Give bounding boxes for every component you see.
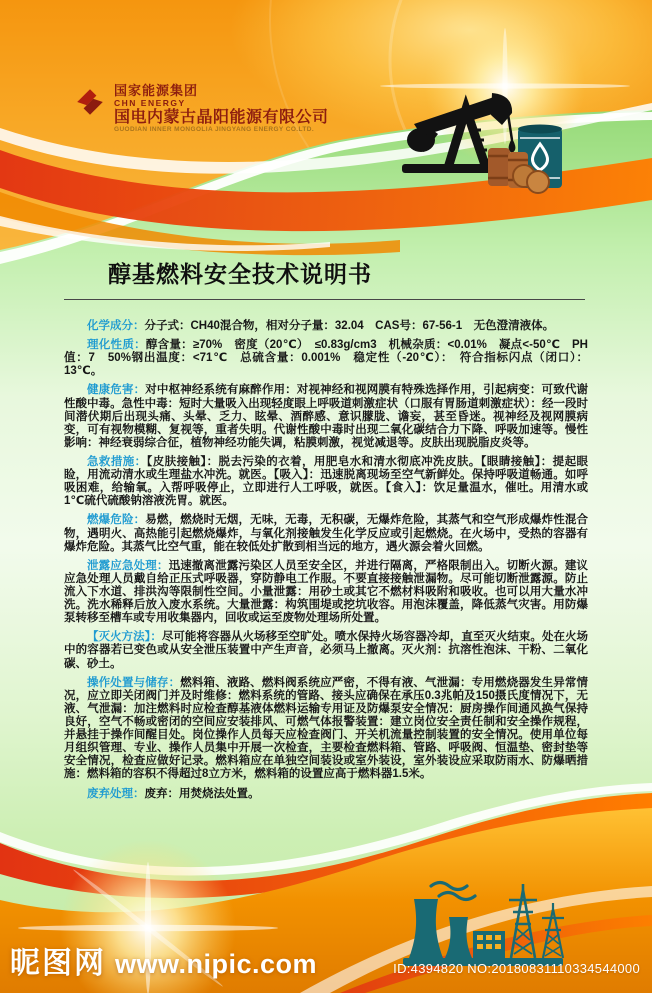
logo-company-name-cn: 国电内蒙古晶阳能源有限公司 (114, 108, 329, 126)
section-label: 健康危害： (87, 384, 146, 397)
section-label: 废弃处理： (87, 787, 145, 800)
section-text: 分子式：CH40混合物，相对分子量：32.04 CAS号：67-56-1 无色澄清液体。 (144, 320, 555, 332)
sections-list (64, 320, 588, 807)
stock-id-text: ID:4394820 NO:20180831110334544000 (393, 961, 640, 976)
safety-section (64, 320, 588, 333)
section-text: 迅速撤离泄露污染区人员至安全区，并进行隔离，严格限制出入。切断火源。建议应急处理人员戴自给正压式呼吸器，穿防静电工作服。不要直接接触泄漏物。尽可能切断泄露源。防止流入下水道、排洪沟等限制性空间。小量泄露：用砂土或其它不燃材料吸附和吸收。也可以用大量水冲洗。洗水稀释后放入废水系统。大量泄露：构筑围堤或挖坑收容。用泡沫覆盖，降低蒸气灾害。用防爆泵转移至槽车或专用收集器内，回收或运至废物处理场所处置。 (64, 559, 589, 625)
chn-energy-diamond-icon (74, 86, 106, 118)
watermark-site-url: www.nipic.com (115, 949, 318, 979)
safety-section (64, 788, 588, 801)
safety-section (64, 456, 588, 508)
page-title: 醇基燃料安全技术说明书 (108, 261, 372, 287)
logo-company-name-en: GUODIAN INNER MONGOLIA JINGYANG ENERGY CO.LTD. (114, 126, 315, 134)
site-watermark (10, 938, 317, 982)
logo-group-name-cn: 国家能源集团 (114, 83, 199, 98)
section-text: 醇含量：≥70% 密度（20℃） ≤0.83g/cm3 机械杂质：<0.01% 凝点<-50℃ PH值：7 50%钢出温度：<71℃ 总硫含量：0.001% 稳定性（-20℃）： 符合指标闪点（闭口）：13℃。 (64, 339, 588, 378)
safety-section (64, 339, 588, 378)
section-label: 急救措施： (87, 455, 147, 468)
safety-section (64, 384, 588, 450)
section-text: 【皮肤接触】：脱去污染的衣着，用肥皂水和清水彻底冲洗皮肤。【眼睛接触】：提起眼睑，用流动清水或生理盐水冲洗。就医。【吸入】：迅速脱离现场至空气新鲜处。保持呼吸道畅通。如呼吸困难，给输氧。入帮呼吸停止，立即进行人工呼吸，就医。【食入】：饮足量温水，催吐。用清水或1℃硫代硫酸钠溶液洗胃。就医。 (64, 455, 588, 508)
section-text: 易燃，燃烧时无烟，无味，无毒，无积碳，无爆炸危险，其蒸气和空气形成爆炸性混合物，遇明火、高热能引起燃烧爆炸，与氧化剂接触发生化学反应或引起燃烧。在火场中，受热的容器有爆炸危险。其蒸气比空气重，能在较低处扩散到相当远的地方，遇火源会着火回燃。 (64, 514, 589, 553)
section-label: 化学成分： (87, 320, 145, 332)
section-label: 【灭火方法】： (87, 631, 162, 644)
section-label: 泄露应急处理： (87, 559, 169, 572)
section-text: 对中枢神经系统有麻醉作用：对视神经和视网膜有特殊选择作用，引起病变：可致代谢性酸中毒。急性中毒：短时大量吸入出现轻度眼上呼吸道刺激症状（口服有胃肠道刺激症状）：经一段时间潜伏期后出现头痛、头晕、乏力、眩晕、酒醉感、意识朦胧、谵妄，甚至昏迷。视神经及视网膜病变，可有视物模糊、复视等，重者失明。代谢性酸中毒时出现二氧化碳结合力下降、呼吸加速等。慢性影响：神经衰弱综合征，植物神经功能失调，粘膜刺激，视觉减退等。皮肤出现脱脂皮炎等。 (64, 384, 589, 449)
safety-section (64, 560, 588, 626)
section-text: 燃料箱、液路、燃料阀系统应严密，不得有液、气泄漏：专用燃烧器发生异常情况，应立即关闭阀门并及时维修：燃料系统的管路、接头应确保在承压0.3兆帕及150摄氏度情况下，无液、气泄漏：加注燃料时应检查醇基液体燃料运输专用证及防爆泵安全情况：厨房操作间通风换气保持良好，空气不畅或密闭的空间应安装排风、可燃气体报警装置：建立岗位安全责任制和安全操作规程，并悬挂于操作间醒目处。岗位操作人员每天应检查阀门、开关机流量控制装置的安全情况。使用单位每月组织管理、专业、操作人员集中开展一次检查，主要检查燃料箱、管路、呼吸阀、恒温垫、密封垫等安全情况，检查应做好记录。燃料箱应在单独空间装设或室外装设，室外装设应采取防雨水、防爆晒措施：燃料箱的容积不得超过8立方米，燃料箱的设置应高于燃料器1.5米。 (64, 676, 589, 781)
company-logo (74, 84, 329, 134)
logo-group-name-en: CHN ENERGY (114, 97, 186, 108)
title-divider (64, 299, 585, 300)
watermark-site-name: 昵图网 (10, 947, 106, 980)
section-text: 尽可能将容器从火场移至空旷处。喷水保持火场容器冷却，直至灭火结束。处在火场中的容器若已变色或从安全泄压装置中产生声音，必须马上撤离。灭火剂：抗溶性泡沫、干粉、二氧化碳、砂土。 (64, 631, 588, 670)
safety-section (64, 631, 588, 670)
section-label: 操作处置与储存： (87, 676, 181, 689)
section-text: 废弃：用焚烧法处置。 (144, 787, 260, 800)
section-label: 燃爆危险： (87, 514, 146, 527)
safety-section (64, 677, 588, 782)
safety-section (64, 514, 588, 553)
section-label: 理化性质： (87, 339, 146, 352)
